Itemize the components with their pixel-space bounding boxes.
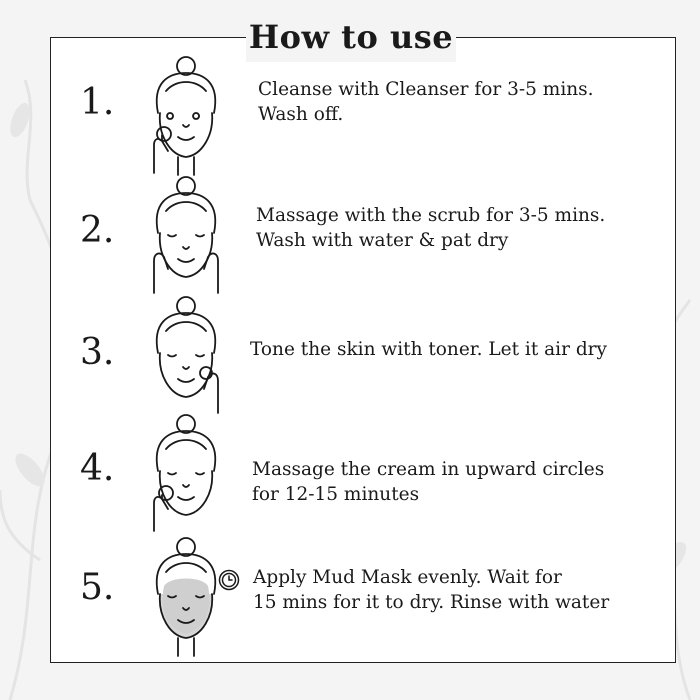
step-5 (50, 536, 676, 656)
step-line: Wash off. (258, 104, 344, 125)
step-line: Apply Mud Mask evenly. Wait for (253, 567, 562, 588)
step-line: Massage with the scrub for 3-5 mins. (256, 205, 606, 226)
face-line-art-icon (150, 295, 222, 417)
step-text (256, 203, 605, 253)
step-number: 4. (80, 448, 115, 489)
step-3 (50, 295, 676, 415)
step-text (253, 565, 609, 615)
face-line-art-icon (150, 536, 222, 658)
step-number: 3. (80, 332, 115, 373)
step-number: 2. (80, 210, 115, 251)
face-line-art-icon (150, 413, 222, 535)
step-line: Massage the cream in upward circles (252, 459, 605, 480)
page-title: How to use (246, 12, 456, 62)
step-text (252, 457, 604, 507)
step-line: Wash with water & pat dry (256, 230, 509, 251)
clock-icon (218, 569, 240, 591)
step-number: 1. (80, 82, 115, 123)
step-1 (50, 55, 676, 175)
step-4 (50, 413, 676, 533)
step-text (258, 77, 594, 127)
step-text (250, 337, 607, 362)
step-2 (50, 175, 676, 295)
face-line-art-icon (150, 175, 222, 297)
face-line-art-icon (150, 55, 222, 177)
step-line: Cleanse with Cleanser for 3-5 mins. (258, 79, 594, 100)
step-line: 15 mins for it to dry. Rinse with water (253, 592, 610, 613)
step-number: 5. (80, 567, 115, 608)
step-line: Tone the skin with toner. Let it air dry (250, 339, 607, 360)
step-line: for 12-15 minutes (252, 484, 420, 505)
